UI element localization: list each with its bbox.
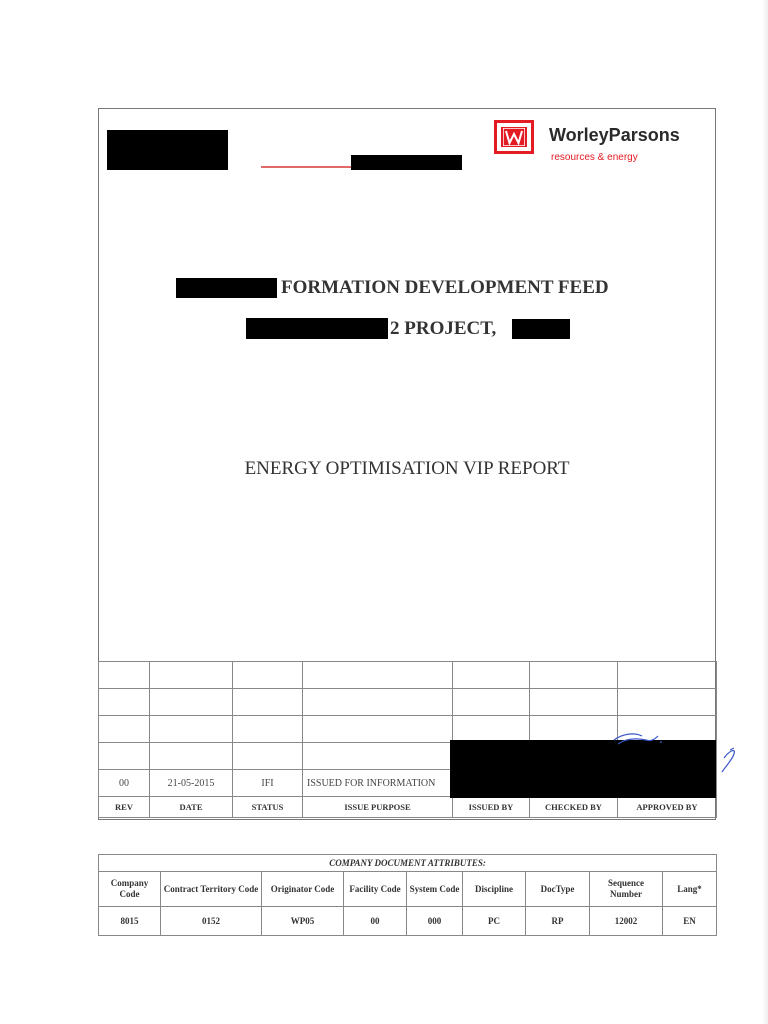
- rev-header: REV: [99, 797, 150, 818]
- company-logo-name: WorleyParsons: [549, 125, 680, 145]
- redaction-block: [512, 319, 570, 339]
- status-cell: IFI: [233, 770, 303, 797]
- project-title-line1: FORMATION DEVELOPMENT FEED: [281, 277, 609, 298]
- facility-code-value: 00: [344, 907, 407, 936]
- language-value: EN: [663, 907, 717, 936]
- discipline-value: PC: [463, 907, 526, 936]
- worleyparsons-logo-icon: [494, 120, 534, 154]
- originator-code-value: WP05: [262, 907, 344, 936]
- contract-territory-code-header: Contract Territory Code: [161, 872, 262, 907]
- status-header: STATUS: [233, 797, 303, 818]
- attributes-header-row: [99, 872, 717, 907]
- date-cell: 21-05-2015: [150, 770, 233, 797]
- redaction-block: [351, 155, 462, 170]
- redaction-block: [107, 130, 228, 170]
- checked-by-header: CHECKED BY: [530, 797, 618, 818]
- system-code-value: 000: [407, 907, 463, 936]
- facility-code-header: Facility Code: [344, 872, 407, 907]
- table-row: [99, 662, 717, 689]
- handwritten-signature-icon: [612, 728, 742, 780]
- discipline-header: Discipline: [463, 872, 526, 907]
- doctype-header: DocType: [526, 872, 590, 907]
- redaction-block: [176, 278, 277, 298]
- issue-purpose-cell: ISSUED FOR INFORMATION: [303, 770, 453, 797]
- table-row: [99, 689, 717, 716]
- document-attributes-table: [98, 854, 717, 936]
- issued-by-header: ISSUED BY: [453, 797, 530, 818]
- issue-purpose-header: ISSUE PURPOSE: [303, 797, 453, 818]
- contract-territory-code-value: 0152: [161, 907, 262, 936]
- sequence-number-value: 12002: [590, 907, 663, 936]
- system-code-header: System Code: [407, 872, 463, 907]
- company-code-value: 8015: [99, 907, 161, 936]
- company-code-header: Company Code: [99, 872, 161, 907]
- redaction-block: [246, 318, 388, 339]
- revision-header-row: [99, 797, 717, 818]
- document-title: ENERGY OPTIMISATION VIP REPORT: [244, 458, 570, 479]
- date-header: DATE: [150, 797, 233, 818]
- attributes-values-row: [99, 907, 717, 936]
- project-title-line2: 2 PROJECT,: [390, 318, 497, 339]
- language-header: Lang*: [663, 872, 717, 907]
- page-edge-shadow: [762, 0, 768, 1024]
- originator-code-header: Originator Code: [262, 872, 344, 907]
- attributes-caption: COMPANY DOCUMENT ATTRIBUTES:: [99, 855, 717, 872]
- approved-by-header: APPROVED BY: [618, 797, 717, 818]
- doctype-value: RP: [526, 907, 590, 936]
- rev-cell: 00: [99, 770, 150, 797]
- sequence-number-header: Sequence Number: [590, 872, 663, 907]
- company-logo-tagline: resources & energy: [551, 152, 638, 163]
